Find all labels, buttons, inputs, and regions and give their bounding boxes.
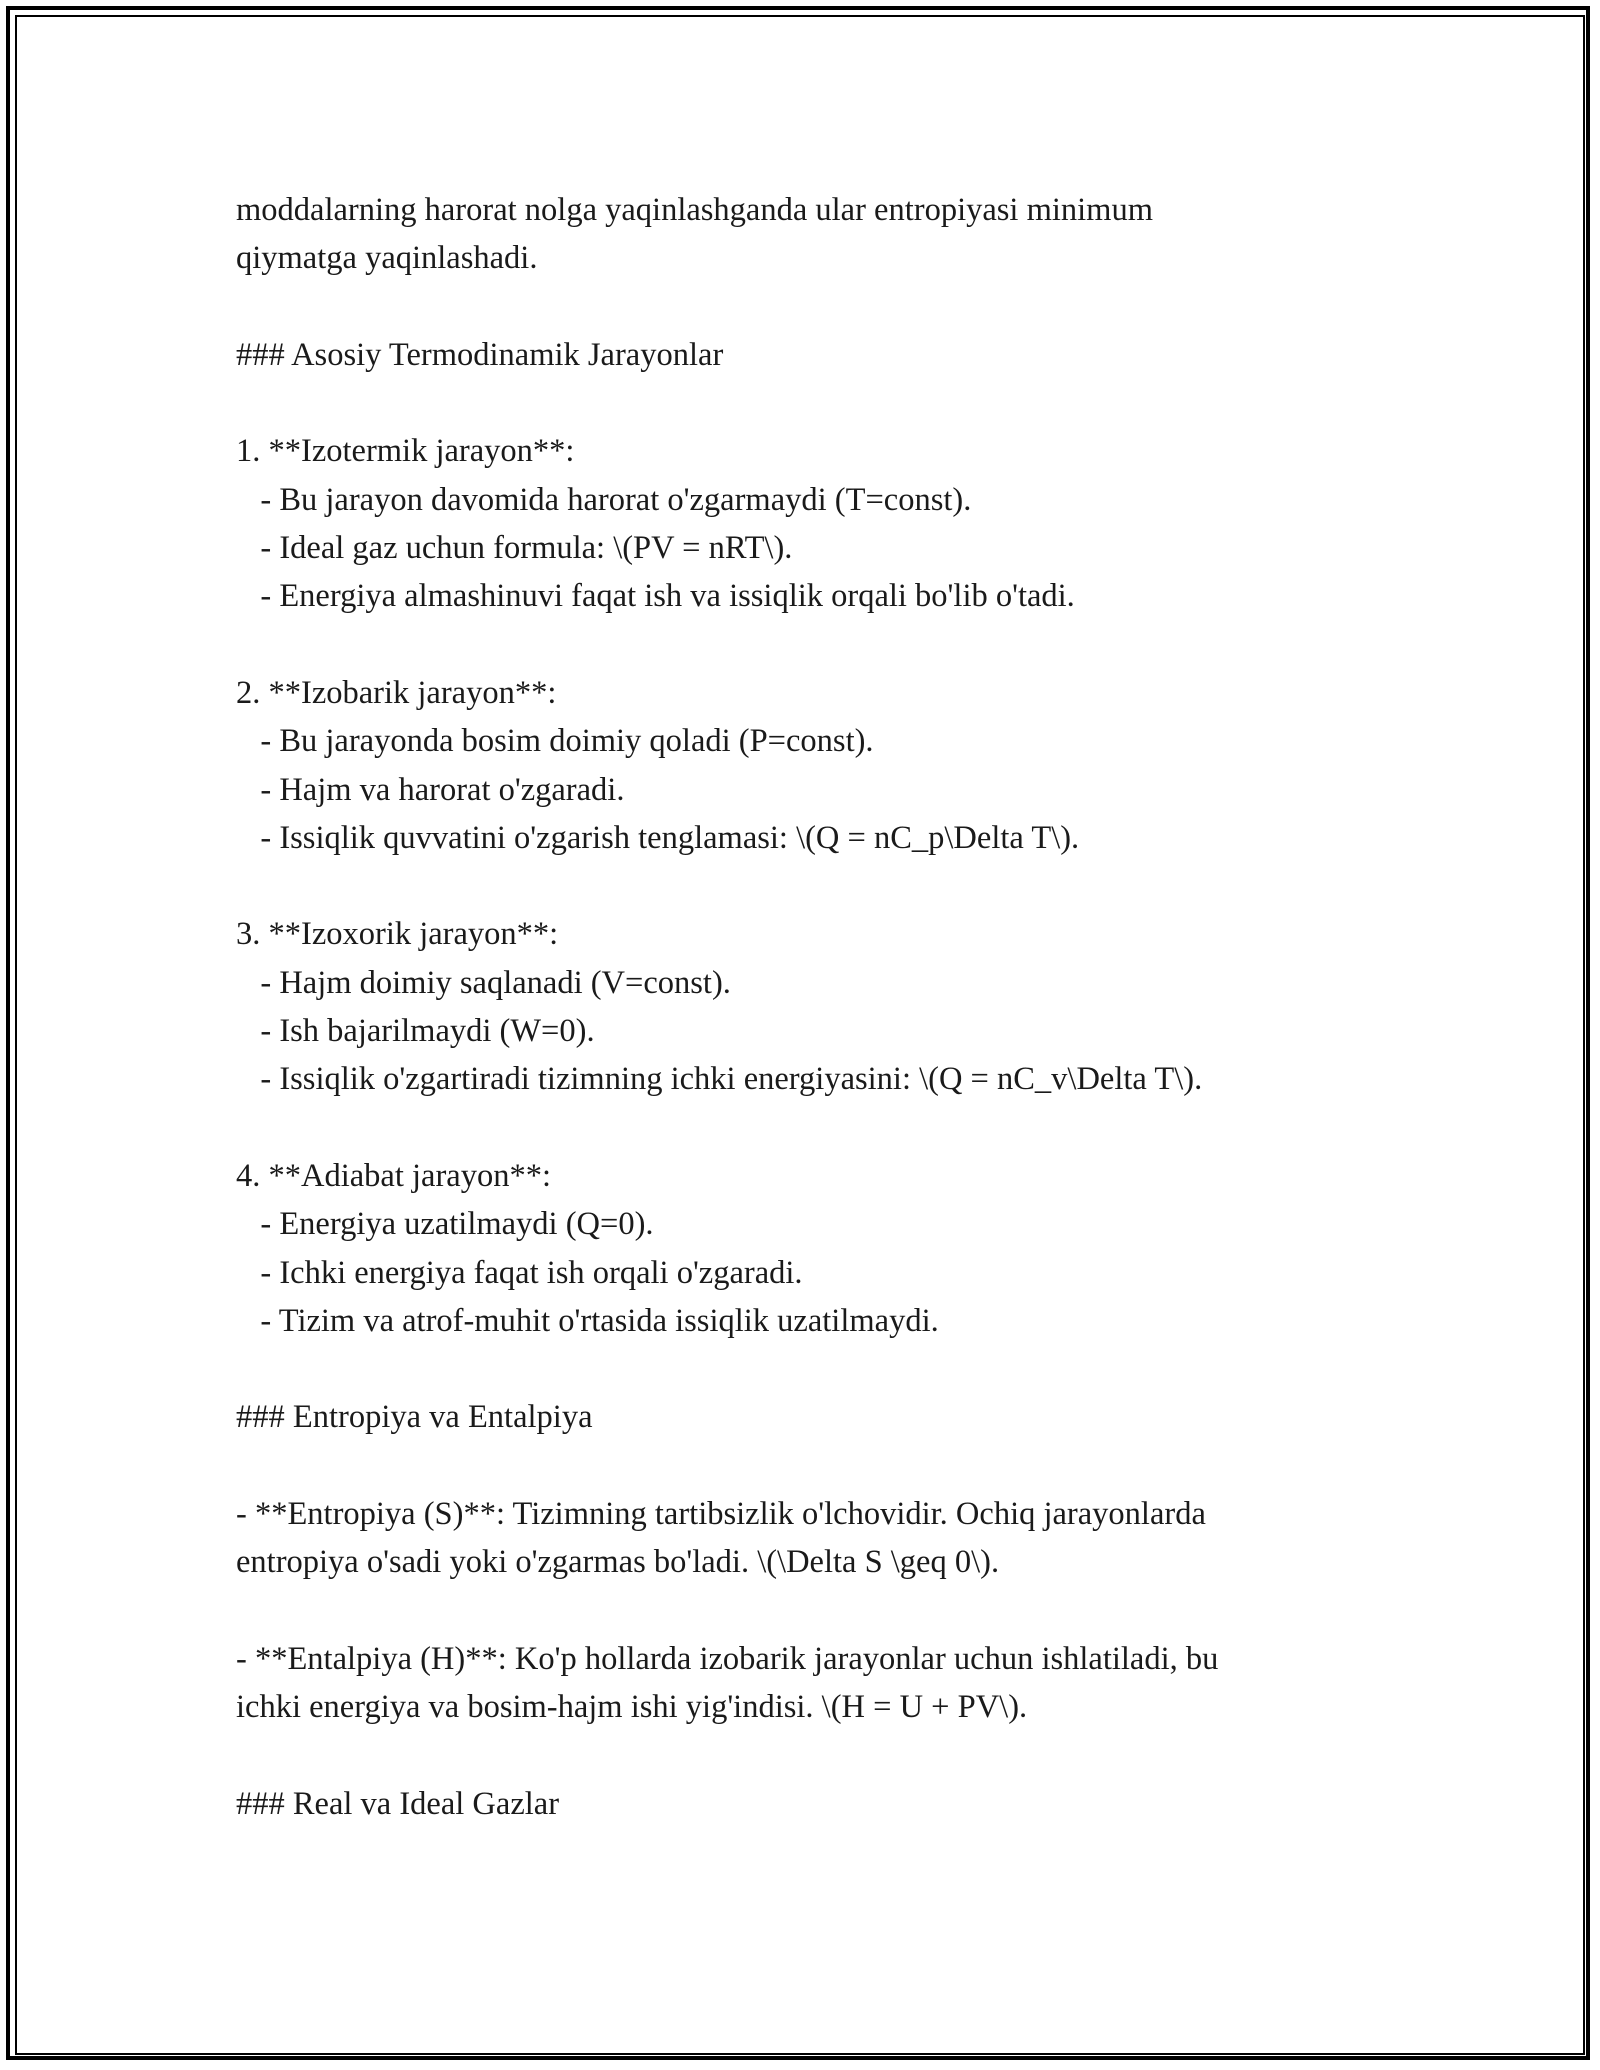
document-body <box>236 186 1386 1828</box>
section-heading: ### Entropiya va Entalpiya <box>236 1399 593 1436</box>
list-subitem: - Bu jarayonda bosim doimiy qoladi (P=const). <box>236 723 874 760</box>
blank-line <box>236 1732 1386 1780</box>
list-subitem: - Bu jarayon davomida harorat o'zgarmaydi (T=const). <box>236 481 972 518</box>
blank-line <box>236 621 1386 669</box>
text-line: moddalarning harorat nolga yaqinlashganda ular entropiyasi minimum <box>236 192 1153 228</box>
blank-line <box>236 1104 1386 1152</box>
list-subitem: - Tizim va atrof-muhit o'rtasida issiqlik uzatilmaydi. <box>236 1302 939 1339</box>
paragraph-line: - **Entropiya (S)**: Tizimning tartibsizlik o'lchovidir. Ochiq jarayonlarda <box>236 1496 1206 1533</box>
list-item-heading: 3. **Izoxorik jarayon**: <box>236 916 559 953</box>
list-subitem: - Hajm va harorat o'zgaradi. <box>236 771 625 808</box>
list-subitem: - Energiya almashinuvi faqat ish va issiqlik orqali bo'lib o'tadi. <box>236 578 1075 615</box>
list-subitem: - Issiqlik o'zgartiradi tizimning ichki energiyasini: \(Q = nC_v\Delta T\). <box>236 1061 1203 1098</box>
paragraph-line: - **Entalpiya (H)**: Ko'p hollarda izobarik jarayonlar uchun ishlatiladi, bu <box>236 1640 1219 1677</box>
list-subitem: - Ichki energiya faqat ish orqali o'zgaradi. <box>236 1254 803 1291</box>
blank-line <box>236 1345 1386 1393</box>
blank-line <box>236 283 1386 331</box>
list-subitem: - Issiqlik quvvatini o'zgarish tenglamasi: \(Q = nC_p\Delta T\). <box>236 819 1080 856</box>
paragraph-line: entropiya o'sadi yoki o'zgarmas bo'ladi. \(\Delta S \geq 0\). <box>236 1544 1000 1581</box>
blank-line <box>236 379 1386 427</box>
list-subitem: - Hajm doimiy saqlanadi (V=const). <box>236 964 731 1001</box>
list-subitem: - Ideal gaz uchun formula: \(PV = nRT\). <box>236 530 793 567</box>
blank-line <box>236 1442 1386 1490</box>
list-subitem: - Energiya uzatilmaydi (Q=0). <box>236 1206 654 1243</box>
list-item-heading: 1. **Izotermik jarayon**: <box>236 433 575 470</box>
list-item-heading: 2. **Izobarik jarayon**: <box>236 674 557 711</box>
list-subitem: - Ish bajarilmaydi (W=0). <box>236 1013 595 1050</box>
text-line: qiymatga yaqinlashadi. <box>236 240 538 277</box>
blank-line <box>236 862 1386 910</box>
section-heading: ### Asosiy Termodinamik Jarayonlar <box>236 336 724 373</box>
section-heading: ### Real va Ideal Gazlar <box>236 1785 560 1822</box>
paragraph-line: ichki energiya va bosim-hajm ishi yig'indisi. \(H = U + PV\). <box>236 1689 1028 1726</box>
list-item-heading: 4. **Adiabat jarayon**: <box>236 1157 551 1194</box>
blank-line <box>236 1587 1386 1635</box>
